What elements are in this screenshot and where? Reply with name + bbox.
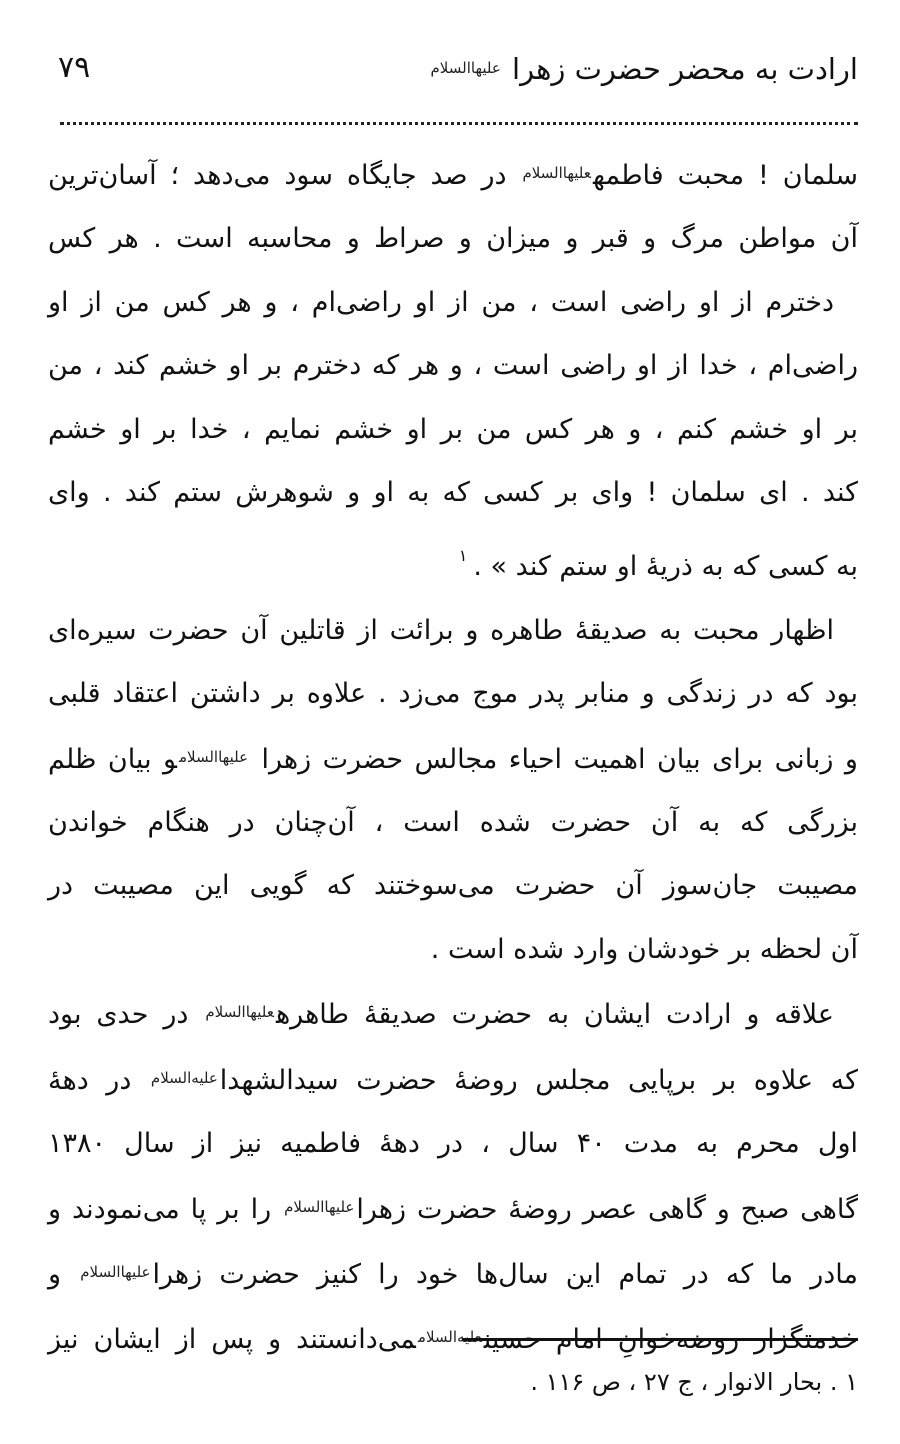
text-run: در صد جایگاه سود می‌دهد ؛ آسان‌ترین — [48, 160, 507, 191]
honorific-glyph: عليهاالسلام — [80, 1262, 151, 1281]
text-run: و — [48, 1258, 62, 1290]
honorific-glyph: عليهاالسلام — [522, 164, 592, 182]
footnote-divider — [462, 1338, 858, 1341]
text-run: را بر پا می‌نمودند و — [48, 1193, 272, 1225]
text-line: اظهار محبت به صدیقهٔ طاهره و برائت از قاتلین آن حضرت سیره‌ای — [48, 614, 834, 646]
paragraph-2 — [48, 599, 858, 981]
text-line: بزرگی که به آن حضرت شده است ، آن‌چنان در هنگام خواندن — [48, 807, 858, 839]
text-line: بود که در زندگی و منابر پدر موج می‌زد . علاوه بر داشتن اعتقاد قلبی — [48, 678, 858, 710]
text-run: علاقه و ارادت ایشان به حضرت صدیقهٔ طاهره — [275, 999, 834, 1031]
text-line — [48, 726, 858, 791]
text-run: می‌دانستند و پس از ایشان نیز — [48, 1324, 416, 1356]
footnote: ۱ . بحار الانوار ، ج ۲۷ ، ص ۱۱۶ . — [530, 1368, 858, 1396]
text-run: سلمان ! محبت فاطمه — [593, 160, 858, 191]
text-line: مصیبت جان‌سوز آن حضرت می‌سوختند که گویی این مصیبت در — [48, 870, 858, 902]
text-run: گاهی صبح و گاهی عصر روضهٔ حضرت زهرا — [356, 1193, 858, 1225]
page-header — [58, 46, 858, 102]
honorific-glyph: عليه‌السلام — [150, 1068, 218, 1087]
honorific-glyph: عليه‌السلام — [417, 1328, 482, 1347]
body-text — [48, 142, 858, 1372]
honorific-glyph: عليهاالسلام — [430, 59, 501, 77]
text-line: آن لحظه بر خودشان وارد شده است . — [430, 933, 858, 965]
text-line: کند . ای سلمان ! وای بر کسی که به او و شوهرش ستم کند . وای — [48, 477, 858, 509]
text-line: راضی‌ام ، خدا از او راضی است ، و هر که دخترم بر او خشم کند ، من — [48, 350, 858, 382]
text-run: مادر ما که در تمام این سال‌ها خود را کنیز حضرت زهرا — [152, 1258, 858, 1290]
text-line — [48, 1241, 858, 1306]
running-title — [429, 46, 858, 91]
text-line: اول محرم به مدت ۴۰ سال ، در دههٔ فاطمیه نیز از سال ۱۳۸۰ — [48, 1128, 858, 1160]
text-line: آن مواطن مرگ و قبر و میزان و صراط و محاسبه است . هر کس — [48, 223, 858, 255]
footnote-marker: ۱ — [458, 546, 468, 566]
honorific-glyph: عليهاالسلام — [179, 747, 249, 766]
text-line — [48, 1047, 858, 1112]
text-line — [48, 1176, 858, 1241]
text-run: که علاوه بر برپایی مجلس روضهٔ حضرت سیدالشهدا — [219, 1064, 858, 1096]
text-line — [48, 142, 858, 207]
text-run: و بیان ظلم — [48, 743, 177, 775]
text-line: دخترم از او راضی است ، من از او راضی‌ام ، و هر کس من از او — [48, 286, 834, 318]
running-title-text: ارادت به محضر حضرت زهرا — [512, 52, 858, 86]
text-line — [48, 524, 858, 598]
text-line: بر او خشم کنم ، و هر کس من بر او خشم نمایم ، خدا بر او خشم — [48, 413, 858, 445]
text-run: خدمتگزار روضه‌خوانِ امام حسین — [483, 1324, 859, 1356]
paragraph-1 — [48, 142, 858, 599]
text-run: در دههٔ — [48, 1064, 132, 1096]
honorific-glyph: عليهاالسلام — [284, 1197, 355, 1216]
text-run: در حدی بود — [48, 999, 189, 1031]
page-number: ۷۹ — [58, 50, 91, 85]
paragraph-3 — [48, 981, 858, 1371]
text-line — [48, 981, 858, 1046]
text-run: به کسی که به ذریهٔ او ستم کند » . — [473, 551, 858, 583]
header-dotted-divider — [60, 122, 858, 125]
honorific-glyph: عليهاالسلام — [205, 1003, 274, 1022]
text-run: و زبانی برای بیان اهمیت احیاء مجالس حضرت زهرا — [261, 743, 858, 775]
